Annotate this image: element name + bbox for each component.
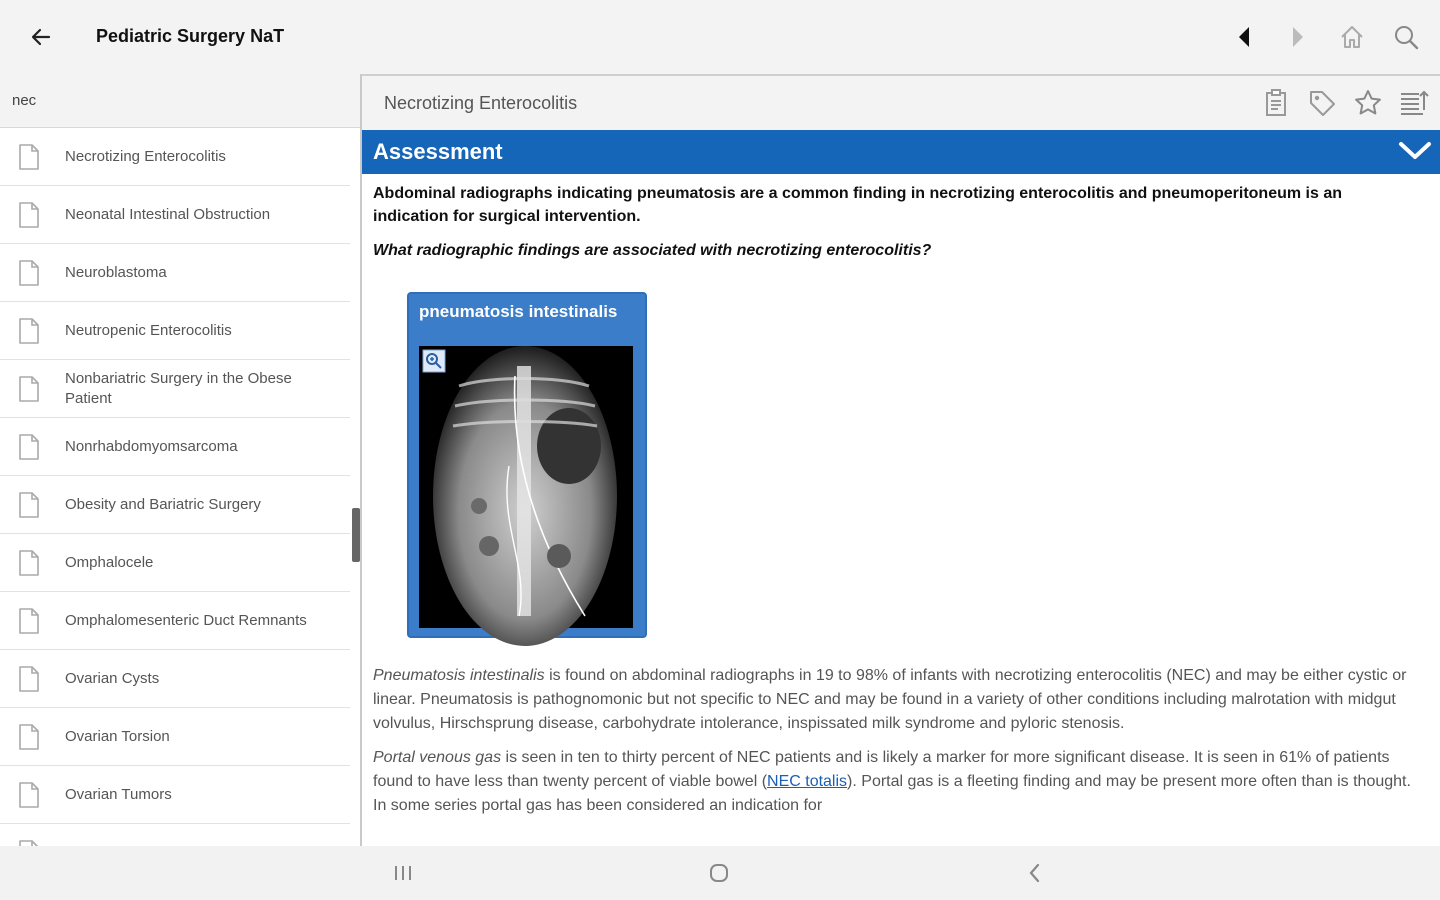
topic-list-item[interactable] bbox=[0, 592, 350, 650]
topic-list-item[interactable] bbox=[0, 128, 350, 186]
paragraph-pneumatosis bbox=[373, 664, 1418, 736]
back-chevron-icon[interactable] bbox=[1020, 860, 1050, 886]
system-nav-bar bbox=[0, 846, 1440, 900]
search-icon[interactable] bbox=[1390, 20, 1422, 54]
topic-label: Ovarian Torsion bbox=[65, 727, 170, 745]
document-icon bbox=[17, 781, 41, 814]
topic-panel bbox=[0, 74, 361, 846]
topic-label: Neutropenic Enterocolitis bbox=[65, 321, 232, 339]
term-portal-venous-gas: Portal venous gas bbox=[373, 749, 502, 766]
recents-icon[interactable] bbox=[388, 860, 418, 886]
paragraph-portal-gas bbox=[373, 746, 1418, 818]
search-query[interactable]: nec bbox=[0, 74, 361, 128]
topic-label: Obesity and Bariatric Surgery bbox=[65, 495, 261, 513]
back-arrow-icon[interactable] bbox=[26, 22, 56, 52]
document-icon bbox=[17, 723, 41, 756]
paragraph-portal-gas-text: is seen in ten to thirty percent of NEC patients and is likely a marker for more significant disease. It is seen in 61% of patients found to have less than twenty percent of viable bowel ( bbox=[373, 749, 1390, 790]
topic-list-item[interactable] bbox=[0, 534, 350, 592]
document-icon bbox=[17, 143, 41, 176]
link-nec-totalis[interactable]: NEC totalis bbox=[767, 773, 848, 790]
app-title: Pediatric Surgery NaT bbox=[96, 26, 285, 46]
tag-icon[interactable] bbox=[1306, 86, 1338, 120]
document-icon bbox=[17, 607, 41, 640]
document-toolbar bbox=[362, 74, 1440, 130]
document-icon bbox=[17, 201, 41, 234]
topic-label: Ovarian Tumors bbox=[65, 785, 172, 803]
topic-list-item[interactable] bbox=[0, 244, 350, 302]
topic-list-item[interactable] bbox=[0, 476, 350, 534]
topic-label: Omphalocele bbox=[65, 553, 154, 571]
outline-icon[interactable] bbox=[1398, 86, 1430, 120]
chevron-down-icon[interactable] bbox=[1398, 140, 1432, 167]
figure-card[interactable] bbox=[407, 292, 647, 638]
document-title: Necrotizing Enterocolitis bbox=[384, 92, 578, 113]
topic-list-item[interactable] bbox=[0, 418, 350, 476]
topic-list bbox=[0, 128, 361, 882]
topic-label: Neuroblastoma bbox=[65, 263, 167, 281]
topic-list-item[interactable] bbox=[0, 766, 350, 824]
topic-label: Omphalomesenteric Duct Remnants bbox=[65, 611, 307, 629]
xray-image[interactable] bbox=[419, 346, 633, 628]
document-icon bbox=[17, 549, 41, 582]
document-icon bbox=[17, 665, 41, 698]
prev-triangle-icon[interactable] bbox=[1228, 20, 1260, 54]
section-header-assessment[interactable] bbox=[362, 130, 1440, 174]
topic-label: Necrotizing Enterocolitis bbox=[65, 147, 226, 165]
lead-text: Abdominal radiographs indicating pneumatosis are a common finding in necrotizing enterocolitis and pneumoperitoneum is an indication for surgical intervention. bbox=[373, 185, 1342, 225]
topic-list-item[interactable] bbox=[0, 708, 350, 766]
next-triangle-icon[interactable] bbox=[1282, 20, 1314, 54]
home-circle-icon[interactable] bbox=[704, 860, 734, 886]
topic-list-item[interactable] bbox=[0, 186, 350, 244]
scrollbar-thumb[interactable] bbox=[352, 508, 360, 562]
section-title: Assessment bbox=[373, 139, 503, 164]
topic-list-item[interactable] bbox=[0, 360, 350, 418]
topic-list-item[interactable] bbox=[0, 302, 350, 360]
document-icon bbox=[17, 375, 41, 408]
term-pneumatosis: Pneumatosis intestinalis bbox=[373, 667, 545, 684]
zoom-in-icon[interactable] bbox=[422, 349, 446, 373]
paragraph-pneumatosis-text: is found on abdominal radiographs in 19 to 98% of infants with necrotizing enterocolitis (NEC) and may be either cystic or linear. Pneumatosis is pathognomonic but not specific to NEC and may be found in a variety of other conditions including malrotation with midgut volvulus, Hirschsprung disease, carbohydrate intolerance, inspissated milk syndrome and pyloric stenosis. bbox=[373, 667, 1407, 732]
document-icon bbox=[17, 259, 41, 292]
home-icon[interactable] bbox=[1336, 20, 1368, 54]
topic-label: Neonatal Intestinal Obstruction bbox=[65, 205, 271, 223]
app-bar bbox=[0, 0, 1440, 74]
document-icon bbox=[17, 491, 41, 524]
clipboard-icon[interactable] bbox=[1260, 86, 1292, 120]
figure-caption: pneumatosis intestinalis bbox=[419, 302, 618, 321]
topic-label: Nonbariatric Surgery in the Obese Patient bbox=[65, 369, 292, 407]
topic-label: Nonrhabdomyomsarcoma bbox=[65, 437, 238, 455]
topic-label: Ovarian Cysts bbox=[65, 669, 160, 687]
document-icon bbox=[17, 433, 41, 466]
document-panel bbox=[362, 74, 1440, 846]
question-text: What radiographic findings are associated with necrotizing enterocolitis? bbox=[373, 242, 932, 259]
star-icon[interactable] bbox=[1352, 86, 1384, 120]
topic-list-item[interactable] bbox=[0, 650, 350, 708]
paragraph-portal-gas-end: ). Portal gas is a fleeting finding and may be present more often than is thought. In some series portal gas has been considered an indication for bbox=[373, 773, 1411, 814]
document-icon bbox=[17, 317, 41, 350]
